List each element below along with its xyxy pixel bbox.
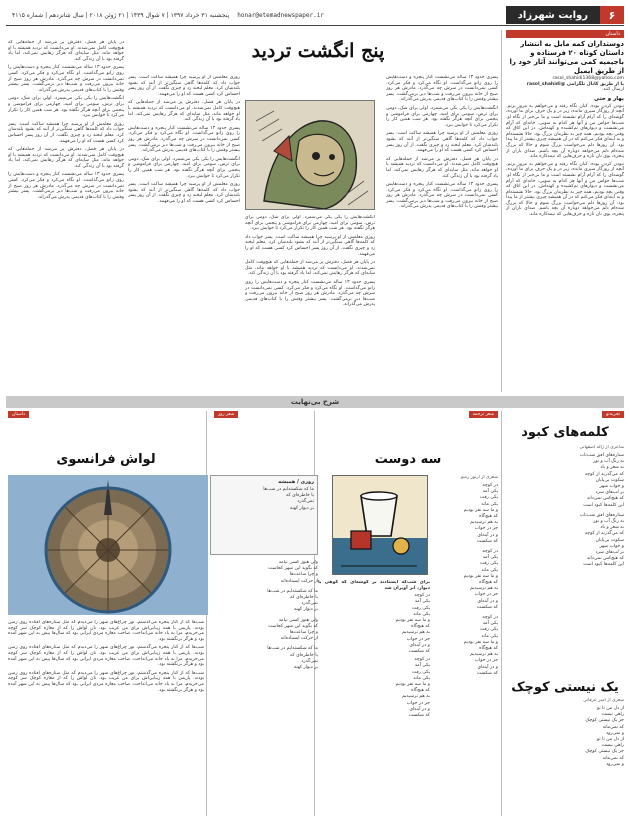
col1-author2: شعری از امیر عرفانی	[583, 698, 624, 703]
main-title-wrap	[138, 40, 498, 70]
col3-poem3: ولی هنوز کسی نیامد که بگوید این شهر کجاست و چرا ساعت‌ها از حرکت ایستاده‌اند	[268, 617, 318, 642]
col1-poem: ستاره‌های افق شب‌تاب به رنگ آب و نور به شعر و باد که می‌گذرند از کوچه سکوت بی‌پایان و خواب شهر بر لب‌های سرد که هیچ‌کس نمی‌داند این کلمه‌ها کبود است	[579, 453, 624, 508]
main-col-a	[386, 75, 498, 390]
col3-label: شعر روز	[214, 411, 238, 418]
paris-panorama-photo	[8, 475, 208, 615]
story-illustration	[245, 100, 375, 210]
col2-body	[436, 475, 498, 805]
col2-poem-cont: در کوچه یکی آمد یکی رفت یکی ماند و ما سه نفر بودیم که هیچ‌گاه به هم نرسیدیم جز در خواب و در آینه‌ای که شکست	[463, 549, 498, 610]
col4-text3: شب‌ها که از کنار پنجره می‌گذشتم، نور چراغ‌های شهر را می‌دیدم که مثل ستاره‌های افتاده روی زمین بودند. پاریس با همه زیبایی‌اش برای من غریب بود. نان لواش را که از مغازه کوچک سر کوچه می‌خریدم، مرا به یاد خانه می‌انداخت. صاحب مغازه مردی ایرانی بود که سال‌ها پیش به این شهر آمده بود و هرگز برنگشته بود.	[8, 670, 204, 693]
col2-poem-cont2: در کوچه یکی آمد یکی رفت یکی ماند و ما سه نفر بودیم که هیچ‌گاه به هم نرسیدیم جز در خواب و در آینه‌ای که شکست	[463, 615, 498, 676]
main-col-b-text2: روزی معلمش از او پرسید چرا همیشه ساکت است. پسر جواب داد که کلمه‌ها گاهی سنگین‌تر از آنند که بشود بلندشان کرد. معلم لبخند زد و چیزی نگفت. از آن روز پسر احساس کرد کسی هست که او را می‌فهمد.	[245, 234, 375, 257]
lead-subhead: بهار و ختی	[594, 95, 624, 102]
col1-poem-cont: ستاره‌های افق شب‌تاب به رنگ آب و نور به شعر و باد که می‌گذرند از کوچه سکوت بی‌پایان و خواب شهر بر لب‌های سرد که هیچ‌کس نمی‌داند این کلمه‌ها کبود است	[579, 512, 624, 568]
col4-label: داستان	[8, 411, 29, 418]
col2-lower-poem2: در کوچه یکی آمد یکی رفت یکی ماند و ما سه نفر بودیم که هیچ‌گاه به هم نرسیدیم جز در خواب و در آینه‌ای که شکست	[395, 657, 430, 719]
interview-title: روزی / همیشه	[278, 479, 314, 485]
col2-poem: در کوچه یکی آمد یکی رفت یکی ماند و ما سه نفر بودیم که هیچ‌گاه به هم نرسیدیم جز در خواب و در آینه‌ای که شکست	[463, 483, 498, 544]
main-col-d	[8, 40, 124, 390]
section-title: روایت شهرزاد	[506, 6, 600, 24]
lower-band-title: شرح بی‌نهایت	[290, 398, 340, 406]
main-col-d-text2: پسری حدود ۱۳ ساله می‌نشست کنار پنجره و دست‌هایش را روی زانو می‌گذاشت. او نگاه می‌کرد و فکر می‌کرد. کسی نمی‌دانست در سرش چه می‌گذرد. مادرش هر روز صبح از خانه بیرون می‌رفت و شب‌ها دیر برمی‌گشت. پسر بیشتر وقتش را با کتاب‌های قدیمی پدرش می‌گذراند.	[8, 65, 124, 93]
lead-story-column	[506, 40, 624, 390]
main-col-a-text4: در پایان هر فصل، دفترش پر می‌شد از جمله‌هایی که هیچ‌وقت کامل نمی‌شدند. او می‌دانست که تردید همیشه با او خواهد ماند، مثل سایه‌ای که هرگز رهایش نمی‌کند، اما یاد گرفته بود با آن زندگی کند.	[386, 156, 498, 179]
col4-title: لواش فرانسوی	[56, 452, 156, 467]
main-col-b	[245, 215, 375, 390]
masthead-rule	[6, 25, 624, 26]
masthead	[6, 6, 624, 24]
main-col-b-text: انگشت‌هایش را یکی یکی می‌شمرد. اولی برای شک، دومی برای ترس، سومی برای امید، چهارمی برای فراموشی و پنجمی برای آنچه هرگز نگفته بود. هر شب همین کار را تکرار می‌کرد تا خوابش ببرد.	[245, 215, 375, 232]
main-col-d-text5: در پایان هر فصل، دفترش پر می‌شد از جمله‌هایی که هیچ‌وقت کامل نمی‌شدند. او می‌دانست که تردید همیشه با او خواهد ماند، مثل سایه‌ای که هرگز رهایش نمی‌کند، اما یاد گرفته بود با آن زندگی کند.	[8, 147, 124, 169]
main-col-b-text4: پسری حدود ۱۳ ساله می‌نشست کنار پنجره و دست‌هایش را روی زانو می‌گذاشت. او نگاه می‌کرد و فکر می‌کرد. کسی نمی‌دانست در سرش چه می‌گذرد. مادرش هر روز صبح از خانه بیرون می‌رفت و شب‌ها دیر برمی‌گشت. پسر بیشتر وقتش را با کتاب‌های قدیمی پدرش می‌گذراند.	[245, 279, 375, 308]
col2-label: شعر ترجمه	[469, 411, 498, 418]
main-col-a-text5: پسری حدود ۱۳ ساله می‌نشست کنار پنجره و دست‌هایش را روی زانو می‌گذاشت. او نگاه می‌کرد و فکر می‌کرد. کسی نمی‌دانست در سرش چه می‌گذرد. مادرش هر روز صبح از خانه بیرون می‌رفت و شب‌ها دیر برمی‌گشت. پسر بیشتر وقتش را با کتاب‌های قدیمی پدرش می‌گذراند.	[386, 182, 498, 210]
col1-poem2: از دل من تا تو راهی نیست جز یک نیستی کوچک که نمی‌ماند و نمی‌رود	[585, 706, 624, 736]
col1-title2: یک نیستی کوچک	[511, 680, 619, 695]
col2-author: شعری از ارتور رمبو	[460, 475, 498, 480]
main-col-a-text: پسری حدود ۱۳ ساله می‌نشست کنار پنجره و دست‌هایش را روی زانو می‌گذاشت. او نگاه می‌کرد و فکر می‌کرد. کسی نمی‌دانست در سرش چه می‌گذرد. مادرش هر روز صبح از خانه بیرون می‌رفت و شب‌ها دیر برمی‌گشت. پسر بیشتر وقتش را با کتاب‌های قدیمی پدرش می‌گذراند.	[386, 75, 498, 103]
lead-email-note[interactable]: rasol_shahidi1368@yahoo.com	[552, 76, 624, 81]
page-number: ۶	[600, 6, 624, 24]
interview-text: ما که شکسته‌ایم در شب‌ها یا خاطره‌ای که نمی‌گذرد بر دیوار کهنه	[263, 487, 314, 511]
main-col-c	[128, 75, 240, 390]
main-col-d-text4: روزی معلمش از او پرسید چرا همیشه ساکت است. پسر جواب داد که کلمه‌ها گاهی سنگین‌تر از آنند که بشود بلندشان کرد. معلم لبخند زد و چیزی نگفت. از آن روز پسر احساس کرد کسی هست که او را می‌فهمد.	[8, 121, 124, 144]
main-col-a-text3: روزی معلمش از او پرسید چرا همیشه ساکت است. پسر جواب داد که کلمه‌ها گاهی سنگین‌تر از آنند که بشود بلندشان کرد. معلم لبخند زد و چیزی نگفت. از آن روز پسر احساس کرد کسی هست که او را می‌فهمد.	[386, 131, 498, 154]
lower-band	[6, 396, 624, 408]
lead-body-cont: نبودن کردن بوده. کیان نگاه رفته و می‌خواهم به مرور بزنم. آنچه از روزگار سپری مانده، زیر در و یک حرف برای ما آورده، گوشه‌ای را که آرام آرام نشسته است و ما بی‌خبر از نگاه او. شب‌ها حواس من و آنها هر کدام به سویی. خانه‌ای که آرام می‌نشست و دیوارهای نم‌کشیده و کهنه‌اش. در این اتاق که وقتی بچه بودیم، همه چیز به نظرمان بزرگ بود. حالا نشسته‌ام و به آینه‌ای فکر می‌کنم که در آن همیشه چیزی بیشتر از ما پیدا بود. آن روزها دلم می‌خواست بزرگ شوم و حالا که بزرگ شده‌ام دلم می‌خواهد دوباره آن بچه باشم. صدای باران از پنجره، بوی نان تازه و حرف‌هایی که نیمه‌کاره ماند.	[506, 161, 624, 218]
main-col-c-text2: در پایان هر فصل، دفترش پر می‌شد از جمله‌هایی که هیچ‌وقت کامل نمی‌شدند. او می‌دانست که تردید همیشه با او خواهد ماند، مثل سایه‌ای که هرگز رهایش نمی‌کند، اما یاد گرفته بود با آن زندگی کند.	[128, 100, 240, 123]
col4-body	[8, 620, 204, 812]
col1-body2	[506, 698, 624, 813]
col2-lower	[318, 580, 430, 810]
col1-body	[506, 445, 624, 675]
col4-text: شب‌ها که از کنار پنجره می‌گذشتم، نور چراغ‌های شهر را می‌دیدم که مثل ستاره‌های افتاده روی زمین بودند. پاریس با همه زیبایی‌اش برای من غریب بود. نان لواش را که از مغازه کوچک سر کوچه می‌خریدم، مرا به یاد خانه می‌انداخت. صاحب مغازه مردی ایرانی بود که سال‌ها پیش به این شهر آمده بود و هرگز برنگشته بود.	[8, 620, 204, 642]
interview-box	[210, 475, 318, 555]
main-col-c-text3: پسری حدود ۱۳ ساله می‌نشست کنار پنجره و دست‌هایش را روی زانو می‌گذاشت. او نگاه می‌کرد و فکر می‌کرد. کسی نمی‌دانست در سرش چه می‌گذرد. مادرش هر روز صبح از خانه بیرون می‌رفت و شب‌ها دیر برمی‌گشت. پسر بیشتر وقتش را با کتاب‌های قدیمی پدرش می‌گذراند.	[128, 125, 240, 154]
main-story-title: پنج انگشت تردید	[251, 40, 385, 62]
main-col-a-text2: انگشت‌هایش را یکی یکی می‌شمرد. اولی برای شک، دومی برای ترس، سومی برای امید، چهارمی برای فراموشی و پنجمی برای آنچه هرگز نگفته بود. هر شب همین کار را تکرار می‌کرد تا خوابش ببرد.	[386, 105, 498, 128]
lead-title: دوستداران کمه مایل به انتشار داستان کوتاه ۲۰ فرستاده و باجیمیه کمی می‌توانند آثار خود را از طریق ایمیل	[509, 40, 624, 75]
main-col-c-text5: روزی معلمش از او پرسید چرا همیشه ساکت است. پسر جواب داد که کلمه‌ها گاهی سنگین‌تر از آنند که بشود بلندشان کرد. معلم لبخند زد و چیزی نگفت. از آن روز پسر احساس کرد کسی هست که او را می‌فهمد.	[128, 182, 240, 204]
main-col-c-text: روزی معلمش از او پرسید چرا همیشه ساکت است. پسر جواب داد که کلمه‌ها گاهی سنگین‌تر از آنند که بشود بلندشان کرد. معلم لبخند زد و چیزی نگفت. از آن روز پسر احساس کرد کسی هست که او را می‌فهمد.	[128, 75, 240, 97]
main-col-d-text3: انگشت‌هایش را یکی یکی می‌شمرد. اولی برای شک، دومی برای ترس، سومی برای امید، چهارمی برای فراموشی و پنجمی برای آنچه هرگز نگفته بود. هر شب همین کار را تکرار می‌کرد تا خوابش ببرد.	[8, 96, 124, 119]
col2-caption: برای شب‌که ایستادند بر گوشه‌ای که کوهی با دیوار،‌ ابر آویزان شد	[318, 580, 430, 591]
lower-rule-1	[501, 411, 502, 816]
col3-poem2: ما که شکسته‌ایم در شب‌ها یا خاطره‌ای که نمی‌گذرد بر دیوار کهنه	[267, 588, 318, 613]
col3-poem: ولی هنوز کسی نیامد که بگوید این شهر کجاست و چرا ساعت‌ها از حرکت ایستاده‌اند	[268, 560, 318, 584]
col3-body	[210, 560, 318, 812]
col3-poem4: ما که شکسته‌ایم در شب‌ها یا خاطره‌ای که نمی‌گذرد بر دیوار کهنه	[267, 646, 318, 671]
lead-kicker: داستان	[506, 30, 624, 38]
section-email[interactable]: honar@etemadnewspaper.ir	[237, 11, 324, 19]
main-col-d-text: در پایان هر فصل، دفترش پر می‌شد از جمله‌هایی که هیچ‌وقت کامل نمی‌شدند. او می‌دانست که تردید همیشه با او خواهد ماند، مثل سایه‌ای که هرگز رهایش نمی‌کند، اما یاد گرفته بود با آن زندگی کند.	[8, 40, 124, 62]
col1-author: شاعری از ژاله اصفهانی	[579, 445, 624, 450]
col1-label: تجربه‌نو	[602, 411, 624, 418]
main-col-d-text6: پسری حدود ۱۳ ساله می‌نشست کنار پنجره و دست‌هایش را روی زانو می‌گذاشت. او نگاه می‌کرد و فکر می‌کرد. کسی نمی‌دانست در سرش چه می‌گذرد. مادرش هر روز صبح از خانه بیرون می‌رفت و شب‌ها دیر برمی‌گشت. پسر بیشتر وقتش را با کتاب‌های قدیمی پدرش می‌گذراند.	[8, 172, 124, 200]
col2-lower-poem: در کوچه یکی آمد یکی رفت یکی ماند و ما سه نفر بودیم که هیچ‌گاه به هم نرسیدیم جز در خواب و در آینه‌ای که شکست	[395, 593, 430, 655]
col1-poem2-cont: از دل من تا تو راهی نیست جز یک نیستی کوچک که نمی‌ماند و نمی‌رود	[585, 737, 624, 767]
col2-title: سه دوست	[374, 452, 442, 467]
lead-channel-note: یا از طریق کانال تلگرامی @rasol_shahidi	[526, 81, 624, 87]
lead-channel-suffix: ارسال کنند.	[601, 87, 624, 93]
lead-body: نبودن کردن بوده. کیان نگاه رفته و می‌خواهم به مرور بزنم. آنچه از روزگار سپری مانده، زیر در و یک حرف برای ما آورده، گوشه‌ای را که آرام آرام نشسته است و ما بی‌خبر از نگاه او. شب‌ها حواس من و آنها هر کدام به سویی. خانه‌ای که آرام می‌نشست و دیوارهای نم‌کشیده و کهنه‌اش. در این اتاق که وقتی بچه بودیم، همه چیز به نظرمان بزرگ بود. حالا نشسته‌ام و به آینه‌ای فکر می‌کنم که در آن همیشه چیزی بیشتر از ما پیدا بود. آن روزها دلم می‌خواست بزرگ شوم و حالا که بزرگ شده‌ام دلم می‌خواهد دوباره آن بچه باشم. صدای باران از پنجره، بوی نان تازه و حرف‌هایی که نیمه‌کاره ماند.	[506, 103, 624, 160]
main-col-c-text4: انگشت‌هایش را یکی یکی می‌شمرد. اولی برای شک، دومی برای ترس، سومی برای امید، چهارمی برای فراموشی و پنجمی برای آنچه هرگز نگفته بود. هر شب همین کار را تکرار می‌کرد تا خوابش ببرد.	[128, 156, 240, 179]
date-line: پنجشنبه ۳۱ خرداد ۱۳۹۷ | ۷ شوال ۱۴۳۹ | ۲۱ ژوئن ۲۰۱۸ | سال شانزدهم | شماره ۴۱۱۵	[12, 11, 230, 19]
main-col-b-text3: در پایان هر فصل، دفترش پر می‌شد از جمله‌هایی که هیچ‌وقت کامل نمی‌شدند. او می‌دانست که تردید همیشه با او خواهد ماند، مثل سایه‌ای که هرگز رهایش نمی‌کند، اما یاد گرفته بود با آن زندگی کند.	[245, 260, 375, 277]
col4-text2: شب‌ها که از کنار پنجره می‌گذشتم، نور چراغ‌های شهر را می‌دیدم که مثل ستاره‌های افتاده روی زمین بودند. پاریس با همه زیبایی‌اش برای من غریب بود. نان لواش را که از مغازه کوچک سر کوچه می‌خریدم، مرا به یاد خانه می‌انداخت. صاحب مغازه مردی ایرانی بود که سال‌ها پیش به این شهر آمده بود و هرگز برنگشته بود.	[8, 645, 204, 668]
col1-title: کلمه‌های کبود	[521, 425, 609, 440]
still-life-painting	[332, 475, 428, 575]
column-rule	[501, 30, 502, 392]
